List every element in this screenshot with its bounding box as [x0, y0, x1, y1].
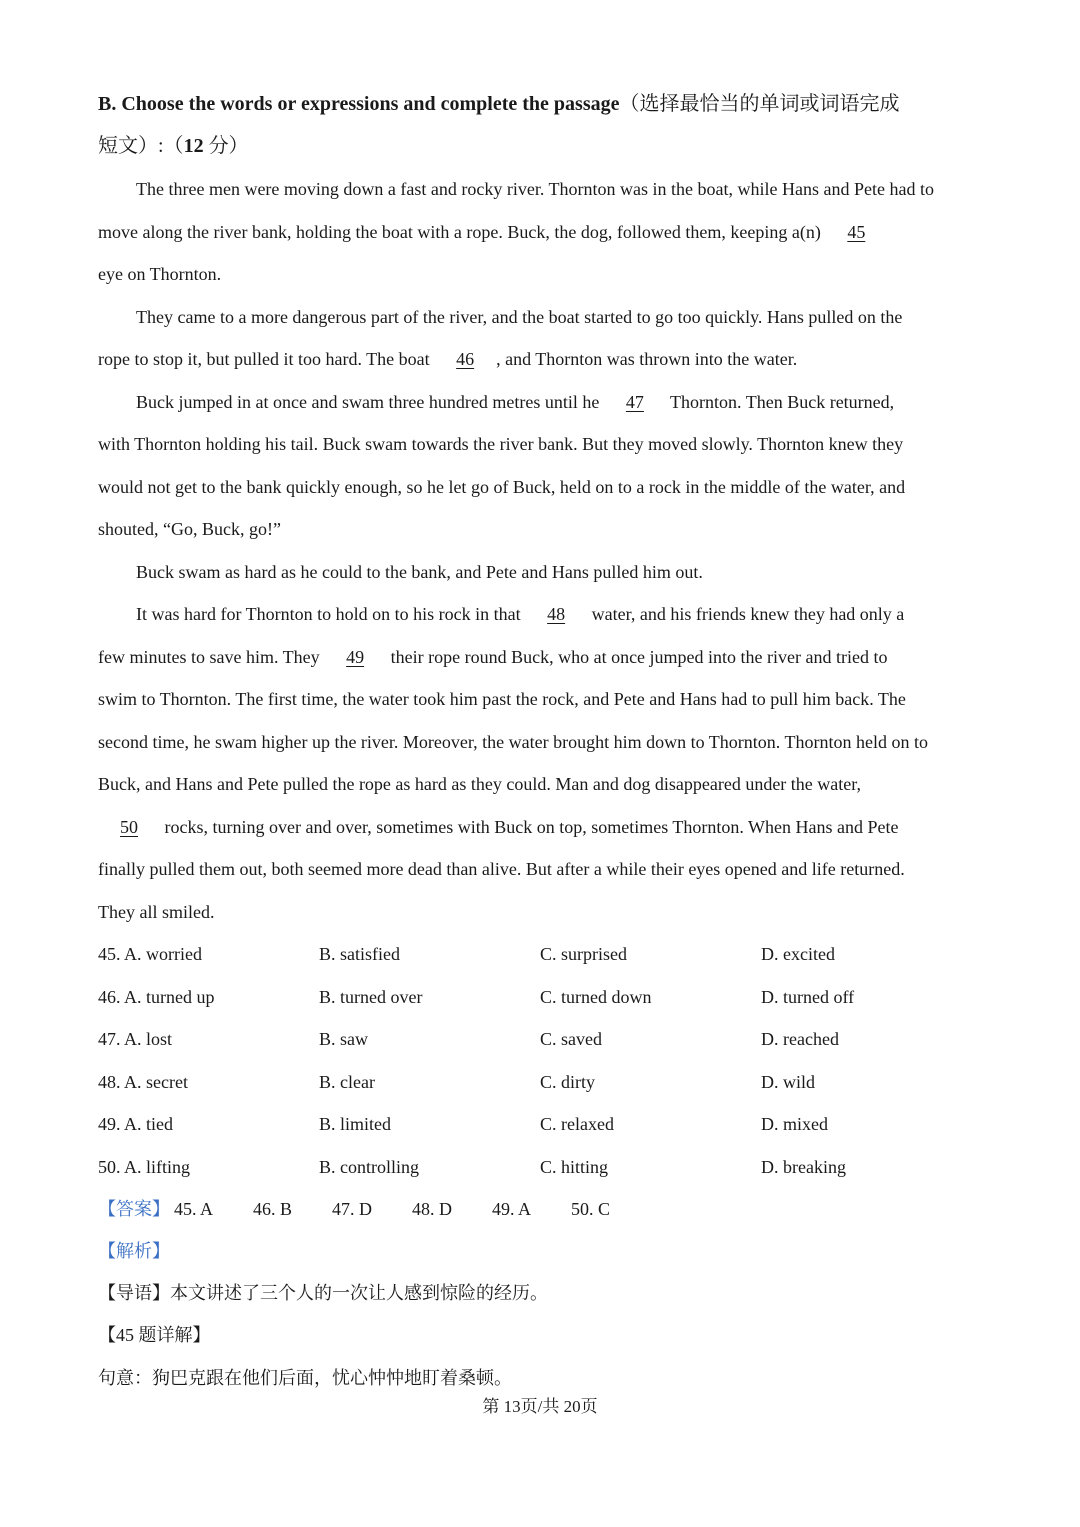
intro-line: 【导语】本文讲述了三个人的一次让人感到惊险的经历。	[98, 1283, 548, 1303]
detail-label: 【45 题详解】	[98, 1325, 211, 1345]
passage-line: swim to Thornton. The first time, the water took him past the rock, and Pete and Hans had to pull him back. The	[98, 689, 906, 709]
option-d: D. breaking	[761, 1157, 846, 1177]
heading-cn-part2: 短文）:（	[98, 135, 184, 157]
option-c: C. surprised	[540, 944, 627, 964]
passage-line: 50 rocks, turning over and over, sometimes with Buck on top, sometimes Thornton. When Hans and Pete	[98, 815, 899, 839]
passage-line: eye on Thornton.	[98, 264, 222, 284]
blank-45: 45	[847, 222, 866, 242]
option-a: 45. A. worried	[98, 944, 202, 964]
passage-line: Buck jumped in at once and swam three hundred metres until he 47 Thornton. Then Buck returned,	[136, 392, 895, 412]
page-footer: 第 13页/共 20页	[482, 1397, 598, 1416]
option-d: D. mixed	[761, 1114, 828, 1134]
passage-line: Buck swam as hard as he could to the bank, and Pete and Hans pulled him out.	[136, 562, 703, 582]
passage-line: would not get to the bank quickly enough, so he let go of Buck, held on to a rock in the middle of the water, and	[98, 477, 906, 497]
heading-cn-part3: 分）	[203, 135, 249, 157]
answer-item: 48. D	[412, 1199, 452, 1219]
option-b: B. controlling	[319, 1157, 419, 1177]
answer-item: 46. B	[253, 1199, 293, 1219]
option-d: D. turned off	[761, 987, 855, 1007]
option-c: C. dirty	[540, 1072, 596, 1092]
answer-item: 45. A	[174, 1199, 214, 1219]
heading-text: B. Choose the words or expressions and complete the passage	[98, 93, 620, 115]
passage-line: They came to a more dangerous part of the river, and the boat started to go too quickly. Hans pulled on the	[136, 307, 903, 327]
option-a: 49. A. tied	[98, 1114, 173, 1134]
option-a: 46. A. turned up	[98, 987, 215, 1007]
blank-46: 46	[456, 349, 475, 369]
option-b: B. clear	[319, 1072, 375, 1092]
option-b: B. satisfied	[319, 944, 400, 964]
option-c: C. hitting	[540, 1157, 609, 1177]
passage-line: shouted, “Go, Buck, go!”	[98, 519, 281, 539]
blank-50: 50	[120, 817, 138, 837]
option-a: 47. A. lost	[98, 1029, 173, 1049]
passage-line: with Thornton holding his tail. Buck swam towards the river bank. But they moved slowly. Thornton knew they	[98, 434, 904, 454]
answer-item: 49. A	[492, 1199, 532, 1219]
passage-line: move along the river bank, holding the boat with a rope. Buck, the dog, followed them, keeping a(n) 45	[98, 220, 887, 244]
option-c: C. saved	[540, 1029, 602, 1049]
passage-line: finally pulled them out, both seemed more dead than alive. But after a while their eyes opened and life returned.	[98, 859, 905, 879]
passage-line: They all smiled.	[98, 902, 215, 922]
passage-line: few minutes to save him. They 49 their rope round Buck, who at once jumped into the river and tried to	[98, 647, 888, 667]
option-b: B. turned over	[319, 987, 423, 1007]
heading-cn-part1: （选择最恰当的单词或词语完成	[619, 93, 900, 115]
option-c: C. turned down	[540, 987, 652, 1007]
option-c: C. relaxed	[540, 1114, 614, 1134]
passage-line: Buck, and Hans and Pete pulled the rope as hard as they could. Man and dog disappeared under the water,	[98, 774, 862, 794]
option-a: 48. A. secret	[98, 1072, 188, 1092]
option-d: D. wild	[761, 1072, 815, 1092]
passage-line: rope to stop it, but pulled it too hard. The boat 46 , and Thornton was thrown into the water.	[98, 349, 798, 369]
heading-points: 12	[183, 135, 204, 157]
sentence-line: 句意：狗巴克跟在他们后面，忧心忡忡地盯着桑顿。	[98, 1368, 512, 1388]
passage-line: second time, he swam higher up the river. Moreover, the water brought him down to Thornton. Thornton held on to	[98, 732, 928, 752]
option-d: D. excited	[761, 944, 835, 964]
answer-item: 47. D	[332, 1199, 372, 1219]
blank-48: 48	[547, 604, 566, 624]
option-b: B. saw	[319, 1029, 368, 1049]
blank-49: 49	[346, 647, 365, 667]
passage-line: It was hard for Thornton to hold on to his rock in that 48 water, and his friends knew they had only a	[136, 604, 905, 624]
answer-label: 【答案】	[98, 1199, 170, 1219]
blank-47: 47	[625, 392, 644, 412]
section-heading-cont	[98, 134, 249, 158]
answer-item: 50. C	[571, 1199, 611, 1219]
passage-line: The three men were moving down a fast and rocky river. Thornton was in the boat, while Hans and Pete had to	[136, 179, 934, 199]
section-heading	[98, 92, 900, 116]
option-d: D. reached	[761, 1029, 839, 1049]
option-a: 50. A. lifting	[98, 1157, 191, 1177]
option-b: B. limited	[319, 1114, 391, 1134]
analysis-label: 【解析】	[98, 1241, 170, 1261]
